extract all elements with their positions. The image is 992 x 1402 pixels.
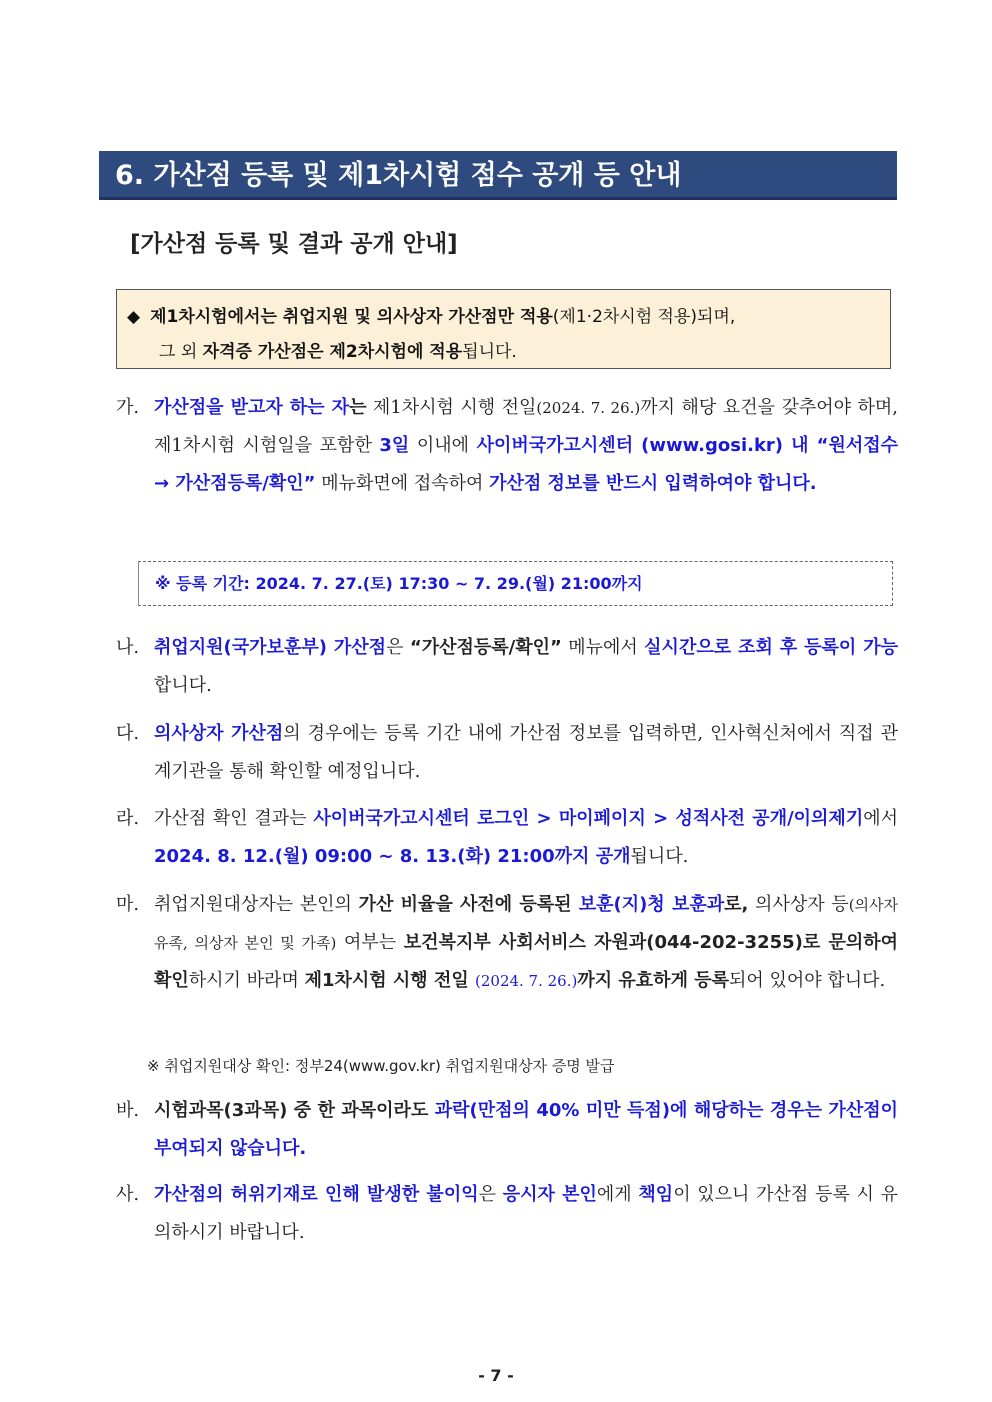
list-item-da bbox=[116, 715, 898, 791]
body-text: 의사상자 등 bbox=[748, 894, 849, 915]
page-number: - 7 - bbox=[478, 1366, 514, 1385]
list-item-ma bbox=[116, 886, 898, 1000]
item-body bbox=[154, 715, 898, 791]
emphasis-text: 까지 유효하게 등록 bbox=[577, 970, 729, 991]
body-text: 은 bbox=[478, 1184, 503, 1205]
emphasis-text: 보건복지부 사회서비스 자원과(044-202-3255)로 문의하여 확인 bbox=[154, 932, 899, 991]
section-title: 6. 가산점 등록 및 제1차시험 점수 공개 등 안내 bbox=[99, 151, 897, 200]
list-item-ra bbox=[116, 800, 898, 876]
emphasis-text: 의사상자 가산점 bbox=[154, 723, 284, 744]
body-text: 가산점 확인 결과는 bbox=[154, 808, 314, 829]
notice-emphasis: 제1차시험에서는 취업지원 및 의사상자 가산점만 적용 bbox=[150, 307, 553, 327]
item-body bbox=[154, 629, 898, 705]
item-marker: 나. bbox=[116, 637, 140, 658]
diamond-bullet-icon: ◆ bbox=[127, 307, 141, 327]
subheading: [가산점 등록 및 결과 공개 안내] bbox=[130, 231, 458, 257]
body-text: 이 있으니 가산점 등록 시 유의하시기 바랍니다. bbox=[154, 1184, 898, 1243]
emphasis-text: 제1차시험 시행 전일 bbox=[304, 970, 475, 991]
body-text: 하시기 바라며 bbox=[188, 970, 305, 991]
item-body bbox=[154, 886, 898, 1000]
notice-line-1 bbox=[127, 302, 735, 327]
verification-note: ※ 취업지원대상 확인: 정부24(www.gov.kr) 취업지원대상자 증명 발급 bbox=[147, 1057, 615, 1075]
body-text: (의사자 유족, 의상자 본인 및 가족) bbox=[154, 896, 899, 952]
emphasis-text: 는 bbox=[348, 397, 367, 418]
item-body bbox=[154, 389, 898, 503]
emphasis-text: 3일 bbox=[379, 435, 410, 456]
emphasis-text: 보훈(지)청 보훈과 bbox=[578, 894, 725, 915]
body-text: 됩니다. bbox=[630, 846, 689, 867]
emphasis-text: 로, bbox=[724, 894, 749, 915]
notice-text: 됩니다. bbox=[462, 342, 517, 362]
item-marker: 라. bbox=[116, 808, 140, 829]
emphasis-text: 가산점의 허위기재로 인해 발생한 불이익 bbox=[154, 1184, 479, 1205]
notice-emphasis: 자격증 가산점은 제2차시험에 적용 bbox=[202, 342, 463, 362]
body-text: 까지 해당 요건을 갖추어야 하며, 제1차시험 시험일을 포함한 bbox=[154, 397, 898, 456]
body-text: 되어 있어야 합니다. bbox=[729, 970, 886, 991]
body-text: 메뉴화면에 접속하여 bbox=[315, 473, 490, 494]
date-text: (2024. 7. 26.) bbox=[475, 972, 578, 990]
notice-text: (제1·2차시험 적용)되며, bbox=[552, 307, 736, 327]
list-item-sa bbox=[116, 1176, 898, 1252]
notice-box bbox=[116, 289, 891, 369]
notice-line-2 bbox=[159, 337, 517, 362]
emphasis-text: 책임 bbox=[638, 1184, 674, 1205]
item-body bbox=[154, 1176, 898, 1252]
body-text: 메뉴에서 bbox=[561, 637, 645, 658]
emphasis-text: 실시간으로 조회 후 등록이 가능 bbox=[644, 637, 898, 658]
body-text: 취업지원대상자는 본인의 bbox=[154, 894, 359, 915]
emphasis-text: 사이버국가고시센터 로그인 > 마이페이지 > 성적사전 공개/이의제기 bbox=[313, 808, 864, 829]
emphasis-text: 응시자 본인 bbox=[502, 1184, 597, 1205]
item-body bbox=[154, 800, 898, 876]
emphasis-text: 가산 비율을 사전에 등록된 bbox=[358, 894, 579, 915]
date-text: (2024. 7. 26.) bbox=[536, 399, 641, 417]
emphasis-text: 2024. 8. 12.(월) 09:00 ∼ 8. 13.(화) 21:00까지 공개 bbox=[154, 846, 631, 867]
body-text: 의 경우에는 등록 기간 내에 가산점 정보를 입력하면, 인사혁신처에서 직접 관계기관을 통해 확인할 예정입니다. bbox=[154, 723, 898, 782]
body-text: 제1차시험 시행 전일 bbox=[366, 397, 537, 418]
body-text: 이내에 bbox=[409, 435, 477, 456]
list-item-na bbox=[116, 629, 898, 705]
item-marker: 가. bbox=[116, 397, 140, 418]
registration-period-box: ※ 등록 기간: 2024. 7. 27.(토) 17:30 ~ 7. 29.(월) 21:00까지 bbox=[138, 561, 893, 606]
item-marker: 바. bbox=[116, 1100, 140, 1121]
emphasis-text: 가산점을 받고자 하는 자 bbox=[154, 397, 349, 418]
item-marker: 마. bbox=[116, 894, 140, 915]
item-marker: 사. bbox=[116, 1184, 140, 1205]
emphasis-text: 사이버국가고시센터 (www.gosi.kr) 내 “원서접수 → 가산점등록/확인” bbox=[154, 435, 898, 494]
emphasis-text: 취업지원(국가보훈부) 가산점 bbox=[154, 637, 387, 658]
emphasis-text: “가산점등록/확인” bbox=[409, 637, 562, 658]
list-item-ba bbox=[116, 1092, 898, 1168]
notice-text: 그 외 bbox=[159, 342, 203, 362]
emphasis-text: 과락(만점의 40% 미만 득점)에 해당하는 경우는 가산점이 부여되지 않습니다. bbox=[154, 1100, 898, 1159]
body-text: 여부는 bbox=[336, 932, 404, 953]
body-text: 합니다. bbox=[154, 675, 212, 696]
emphasis-text: 시험과목(3과목) 중 한 과목이라도 bbox=[154, 1100, 435, 1121]
body-text: 에서 bbox=[863, 808, 898, 829]
emphasis-text: 가산점 정보를 반드시 입력하여야 합니다. bbox=[489, 473, 817, 494]
body-text: 에게 bbox=[596, 1184, 639, 1205]
item-marker: 다. bbox=[116, 723, 140, 744]
item-body bbox=[154, 1092, 898, 1168]
body-text: 은 bbox=[386, 637, 410, 658]
list-item-ga bbox=[116, 389, 898, 503]
